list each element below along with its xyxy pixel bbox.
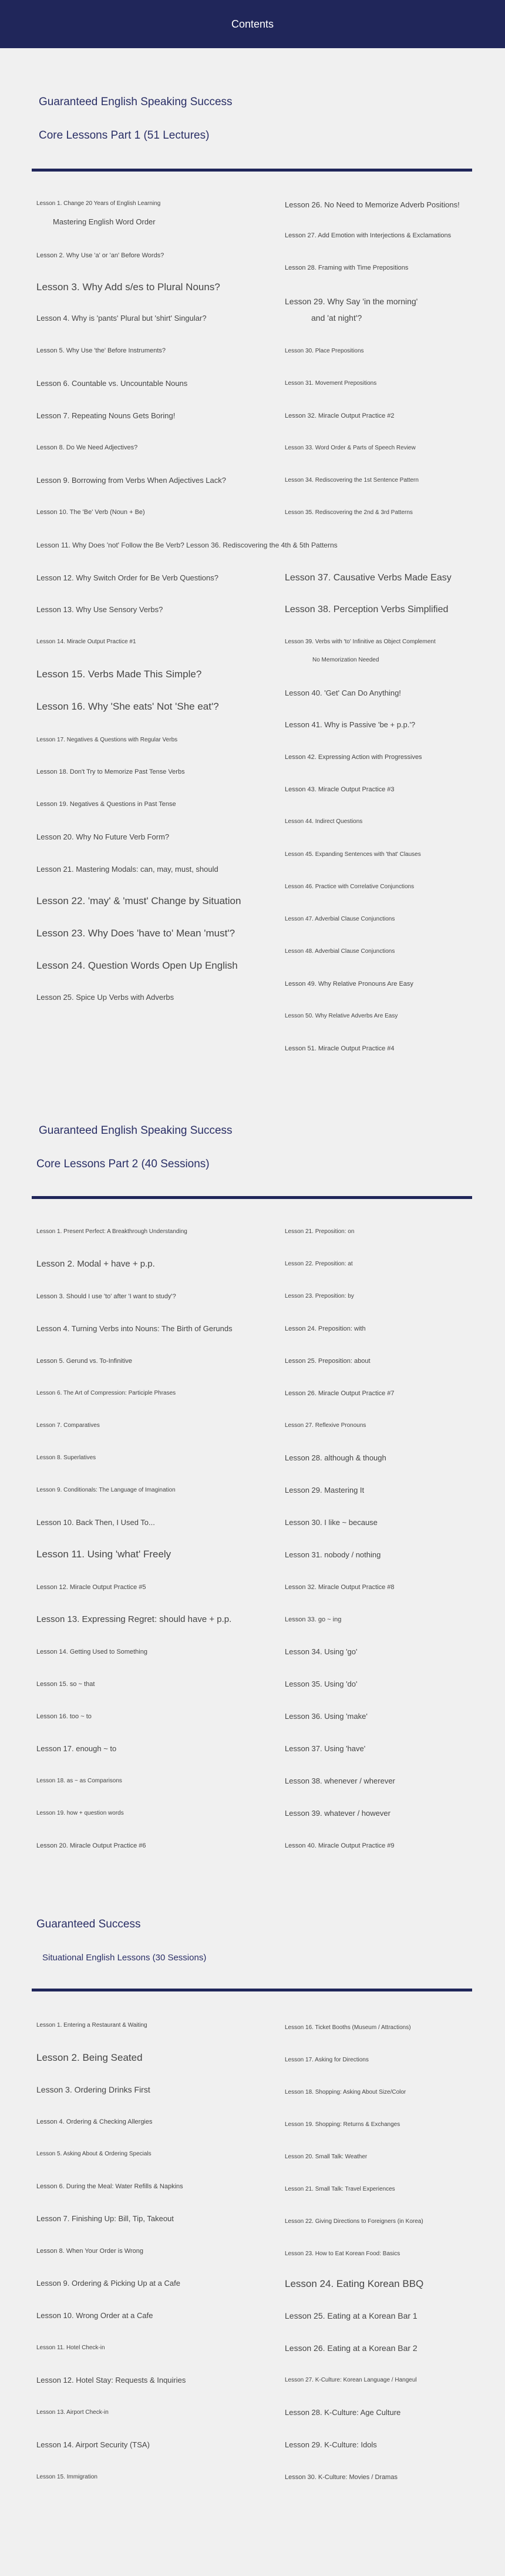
toc-item[interactable]: Lesson 22. Giving Directions to Foreigners (in Korea) <box>285 2218 423 2225</box>
toc-item[interactable]: Lesson 12. Miracle Output Practice #5 <box>36 1584 146 1591</box>
header-bar <box>0 0 505 48</box>
toc-item[interactable]: Lesson 45. Expanding Sentences with 'that' Clauses <box>285 851 421 858</box>
toc-item[interactable]: Lesson 5. Asking About & Ordering Specials <box>36 2151 152 2157</box>
toc-item[interactable]: Lesson 5. Why Use 'the' Before Instruments? <box>36 347 166 354</box>
toc-item[interactable]: Lesson 27. Reflexive Pronouns <box>285 1422 366 1429</box>
toc-item[interactable]: Lesson 36. Using 'make' <box>285 1712 368 1721</box>
toc-item[interactable]: Lesson 33. Word Order & Parts of Speech Review <box>285 445 416 451</box>
toc-item[interactable]: Lesson 24. Question Words Open Up English <box>36 960 238 971</box>
part1-divider <box>32 169 472 172</box>
toc-item[interactable]: Lesson 3. Ordering Drinks First <box>36 2085 150 2094</box>
toc-item[interactable]: Lesson 40. Miracle Output Practice #9 <box>285 1842 395 1849</box>
toc-item[interactable]: Lesson 28. although & though <box>285 1453 386 1462</box>
toc-item[interactable]: Lesson 14. Getting Used to Something <box>36 1648 147 1655</box>
toc-item[interactable]: Lesson 27. K-Culture: Korean Language / Hangeul <box>285 2377 417 2383</box>
toc-item[interactable]: and 'at night'? <box>311 313 362 323</box>
toc-item[interactable]: Lesson 44. Indirect Questions <box>285 818 363 825</box>
toc-item[interactable]: Lesson 17. Negatives & Questions with Regular Verbs <box>36 737 178 743</box>
toc-item[interactable]: Lesson 26. Eating at a Korean Bar 2 <box>285 2343 418 2353</box>
toc-item[interactable]: Lesson 23. How to Eat Korean Food: Basics <box>285 2251 400 2257</box>
toc-item[interactable]: Lesson 24. Preposition: with <box>285 1325 366 1332</box>
toc-item[interactable]: Lesson 7. Finishing Up: Bill, Tip, Takeout <box>36 2214 174 2223</box>
toc-item[interactable]: Lesson 11. Why Does 'not' Follow the Be Verb? Lesson 36. Rediscovering the 4th & 5th Patterns <box>36 541 338 549</box>
toc-item[interactable]: Lesson 4. Turning Verbs into Nouns: The Birth of Gerunds <box>36 1324 233 1333</box>
toc-item[interactable]: Lesson 14. Airport Security (TSA) <box>36 2440 150 2449</box>
toc-item[interactable]: Lesson 23. Why Does 'have to' Mean 'must'? <box>36 928 235 939</box>
toc-item[interactable]: Lesson 18. Don't Try to Memorize Past Tense Verbs <box>36 768 185 775</box>
toc-item[interactable]: Lesson 19. Negatives & Questions in Past Tense <box>36 801 176 808</box>
toc-item[interactable]: Lesson 18. as ~ as Comparisons <box>36 1778 122 1784</box>
toc-item[interactable]: Lesson 8. Superlatives <box>36 1455 96 1461</box>
toc-item[interactable]: Lesson 34. Using 'go' <box>285 1647 358 1656</box>
toc-item[interactable]: Lesson 32. Miracle Output Practice #2 <box>285 412 395 419</box>
toc-item[interactable]: Lesson 51. Miracle Output Practice #4 <box>285 1045 395 1052</box>
toc-item[interactable]: Lesson 9. Ordering & Picking Up at a Cafe <box>36 2279 180 2288</box>
toc-item[interactable]: Lesson 28. K-Culture: Age Culture <box>285 2408 401 2417</box>
part1-title: Guaranteed English Speaking Success <box>39 96 233 108</box>
toc-item[interactable]: Lesson 37. Causative Verbs Made Easy <box>285 573 452 583</box>
part2-title: Guaranteed English Speaking Success <box>39 1124 233 1137</box>
toc-item[interactable]: Lesson 15. Verbs Made This Simple? <box>36 669 202 680</box>
toc-item[interactable]: Lesson 8. Do We Need Adjectives? <box>36 444 138 451</box>
toc-item[interactable]: Lesson 25. Spice Up Verbs with Adverbs <box>36 993 174 1002</box>
toc-item[interactable]: Lesson 1. Change 20 Years of English Learning <box>36 200 161 207</box>
toc-item[interactable]: Lesson 13. Airport Check-in <box>36 2409 109 2416</box>
toc-item[interactable]: Lesson 23. Preposition: by <box>285 1293 354 1299</box>
toc-item[interactable]: Lesson 7. Repeating Nouns Gets Boring! <box>36 411 176 420</box>
toc-item[interactable]: Lesson 26. No Need to Memorize Adverb Positions! <box>285 200 460 209</box>
toc-item[interactable]: Lesson 35. Rediscovering the 2nd & 3rd Patterns <box>285 509 413 516</box>
toc-item[interactable]: Lesson 29. Why Say 'in the morning' <box>285 297 418 306</box>
toc-item[interactable]: Lesson 6. During the Meal: Water Refills & Napkins <box>36 2183 183 2190</box>
toc-item[interactable]: Lesson 1. Entering a Restaurant & Waiting <box>36 2022 147 2028</box>
toc-item[interactable]: Lesson 5. Gerund vs. To-Infinitive <box>36 1358 133 1365</box>
toc-item[interactable]: Lesson 17. enough ~ to <box>36 1744 117 1753</box>
toc-item[interactable]: Lesson 8. When Your Order is Wrong <box>36 2248 144 2255</box>
part3-subtitle: Situational English Lessons (30 Sessions) <box>42 1953 207 1963</box>
toc-item[interactable]: Lesson 34. Rediscovering the 1st Sentence Pattern <box>285 477 419 483</box>
toc-item[interactable]: Lesson 9. Borrowing from Verbs When Adjectives Lack? <box>36 476 226 485</box>
toc-item[interactable]: Lesson 1. Present Perfect: A Breakthrough Understanding <box>36 1228 187 1235</box>
toc-item[interactable]: Lesson 21. Preposition: on <box>285 1228 355 1235</box>
toc-item[interactable]: Lesson 31. nobody / nothing <box>285 1550 381 1559</box>
toc-item[interactable]: Lesson 12. Hotel Stay: Requests & Inquiries <box>36 2376 186 2384</box>
toc-item[interactable]: Lesson 18. Shopping: Asking About Size/Color <box>285 2089 406 2095</box>
toc-item[interactable]: Lesson 17. Asking for Directions <box>285 2057 369 2063</box>
toc-item[interactable]: Lesson 39. whatever / however <box>285 1809 390 1818</box>
toc-item[interactable]: Lesson 24. Eating Korean BBQ <box>285 2278 424 2289</box>
toc-item[interactable]: Lesson 11. Hotel Check-in <box>36 2345 105 2351</box>
part1-subtitle: Core Lessons Part 1 (51 Lectures) <box>39 129 210 142</box>
toc-item[interactable]: Lesson 25. Preposition: about <box>285 1358 371 1365</box>
toc-item[interactable]: Lesson 2. Being Seated <box>36 2052 143 2063</box>
toc-item[interactable]: Lesson 50. Why Relative Adverbs Are Easy <box>285 1013 398 1019</box>
part3-title: Guaranteed Success <box>36 1918 141 1930</box>
toc-item[interactable]: Lesson 30. K-Culture: Movies / Dramas <box>285 2474 398 2481</box>
toc-item[interactable]: No Memorization Needed <box>312 657 379 663</box>
toc-item[interactable]: Lesson 19. Shopping: Returns & Exchanges <box>285 2121 400 2128</box>
page-title: Contents <box>231 18 274 30</box>
toc-item[interactable]: Lesson 20. Miracle Output Practice #6 <box>36 1842 146 1849</box>
toc-item[interactable]: Lesson 12. Why Switch Order for Be Verb Questions? <box>36 573 218 582</box>
toc-item[interactable]: Lesson 11. Using 'what' Freely <box>36 1549 171 1560</box>
toc-item[interactable]: Lesson 14. Miracle Output Practice #1 <box>36 639 136 645</box>
toc-item[interactable]: Lesson 3. Should I use 'to' after 'I want to study'? <box>36 1293 176 1300</box>
toc-item[interactable]: Lesson 29. K-Culture: Idols <box>285 2440 377 2449</box>
part3-divider <box>32 1989 472 1991</box>
toc-item[interactable]: Lesson 31. Movement Prepositions <box>285 380 377 387</box>
toc-item[interactable]: Lesson 10. The 'Be' Verb (Noun + Be) <box>36 509 145 516</box>
toc-item[interactable]: Lesson 37. Using 'have' <box>285 1744 366 1753</box>
toc-item[interactable]: Lesson 22. Preposition: at <box>285 1261 353 1267</box>
toc-item[interactable]: Lesson 13. Expressing Regret: should have + p.p. <box>36 1614 232 1624</box>
toc-item[interactable]: Lesson 13. Why Use Sensory Verbs? <box>36 605 163 614</box>
toc-item[interactable]: Lesson 42. Expressing Action with Progressives <box>285 754 422 761</box>
toc-item[interactable]: Lesson 19. how + question words <box>36 1810 124 1816</box>
toc-item[interactable]: Lesson 30. Place Prepositions <box>285 348 364 354</box>
toc-item[interactable]: Lesson 16. Why 'She eats' Not 'She eat'? <box>36 701 219 712</box>
toc-item[interactable]: Lesson 39. Verbs with 'to' Infinitive as Object Complement <box>285 639 436 645</box>
toc-item[interactable]: Lesson 20. Small Talk: Weather <box>285 2154 368 2160</box>
toc-item[interactable]: Lesson 26. Miracle Output Practice #7 <box>285 1390 395 1397</box>
toc-item[interactable]: Lesson 41. Why is Passive 'be + p.p.'? <box>285 720 416 729</box>
toc-item[interactable]: Lesson 38. whenever / wherever <box>285 1776 395 1785</box>
toc-item[interactable]: Lesson 47. Adverbial Clause Conjunctions <box>285 916 395 922</box>
toc-item[interactable]: Lesson 15. Immigration <box>36 2474 97 2480</box>
toc-item[interactable]: Lesson 3. Why Add s/es to Plural Nouns? <box>36 281 220 293</box>
toc-item[interactable]: Lesson 16. too ~ to <box>36 1713 92 1720</box>
toc-item[interactable]: Lesson 29. Mastering It <box>285 1486 365 1494</box>
toc-item[interactable]: Lesson 4. Why is 'pants' Plural but 'shirt' Singular? <box>36 314 207 323</box>
toc-item[interactable]: Mastering English Word Order <box>53 217 156 226</box>
toc-item[interactable]: Lesson 2. Why Use 'a' or 'an' Before Words? <box>36 252 164 259</box>
toc-item[interactable]: Lesson 10. Back Then, I Used To... <box>36 1518 155 1527</box>
toc-item[interactable]: Lesson 20. Why No Future Verb Form? <box>36 832 170 841</box>
toc-item[interactable]: Lesson 40. 'Get' Can Do Anything! <box>285 688 401 697</box>
toc-item[interactable]: Lesson 9. Conditionals: The Language of Imagination <box>36 1487 176 1493</box>
toc-item[interactable]: Lesson 25. Eating at a Korean Bar 1 <box>285 2311 418 2320</box>
part2-divider <box>32 1196 472 1199</box>
toc-item[interactable]: Lesson 21. Small Talk: Travel Experiences <box>285 2186 395 2192</box>
toc-item[interactable]: Lesson 6. Countable vs. Uncountable Nouns <box>36 379 188 388</box>
toc-item[interactable]: Lesson 32. Miracle Output Practice #8 <box>285 1584 395 1591</box>
toc-item[interactable]: Lesson 46. Practice with Correlative Conjunctions <box>285 884 415 890</box>
toc-item[interactable]: Lesson 48. Adverbial Clause Conjunctions <box>285 948 395 955</box>
toc-item[interactable]: Lesson 35. Using 'do' <box>285 1680 358 1688</box>
toc-item[interactable]: Lesson 27. Add Emotion with Interjections & Exclamations <box>285 232 452 239</box>
toc-item[interactable]: Lesson 38. Perception Verbs Simplified <box>285 604 449 614</box>
toc-item[interactable]: Lesson 22. 'may' & 'must' Change by Situation <box>36 895 241 906</box>
toc-item[interactable]: Lesson 43. Miracle Output Practice #3 <box>285 786 395 793</box>
toc-item[interactable]: Lesson 16. Ticket Booths (Museum / Attractions) <box>285 2024 411 2031</box>
toc-item[interactable]: Lesson 33. go ~ ing <box>285 1616 342 1623</box>
toc-item[interactable]: Lesson 7. Comparatives <box>36 1422 100 1429</box>
part2-subtitle: Core Lessons Part 2 (40 Sessions) <box>36 1158 210 1170</box>
toc-item[interactable]: Lesson 10. Wrong Order at a Cafe <box>36 2311 153 2320</box>
toc-item[interactable]: Lesson 4. Ordering & Checking Allergies <box>36 2118 153 2125</box>
toc-item[interactable]: Lesson 2. Modal + have + p.p. <box>36 1259 155 1269</box>
toc-item[interactable]: Lesson 30. I like ~ because <box>285 1518 378 1527</box>
toc-item[interactable]: Lesson 15. so ~ that <box>36 1681 95 1688</box>
toc-item[interactable]: Lesson 21. Mastering Modals: can, may, must, should <box>36 865 218 874</box>
toc-item[interactable]: Lesson 49. Why Relative Pronouns Are Easy <box>285 980 413 988</box>
toc-item[interactable]: Lesson 28. Framing with Time Prepositions <box>285 264 409 271</box>
toc-item[interactable]: Lesson 6. The Art of Compression: Participle Phrases <box>36 1390 176 1396</box>
